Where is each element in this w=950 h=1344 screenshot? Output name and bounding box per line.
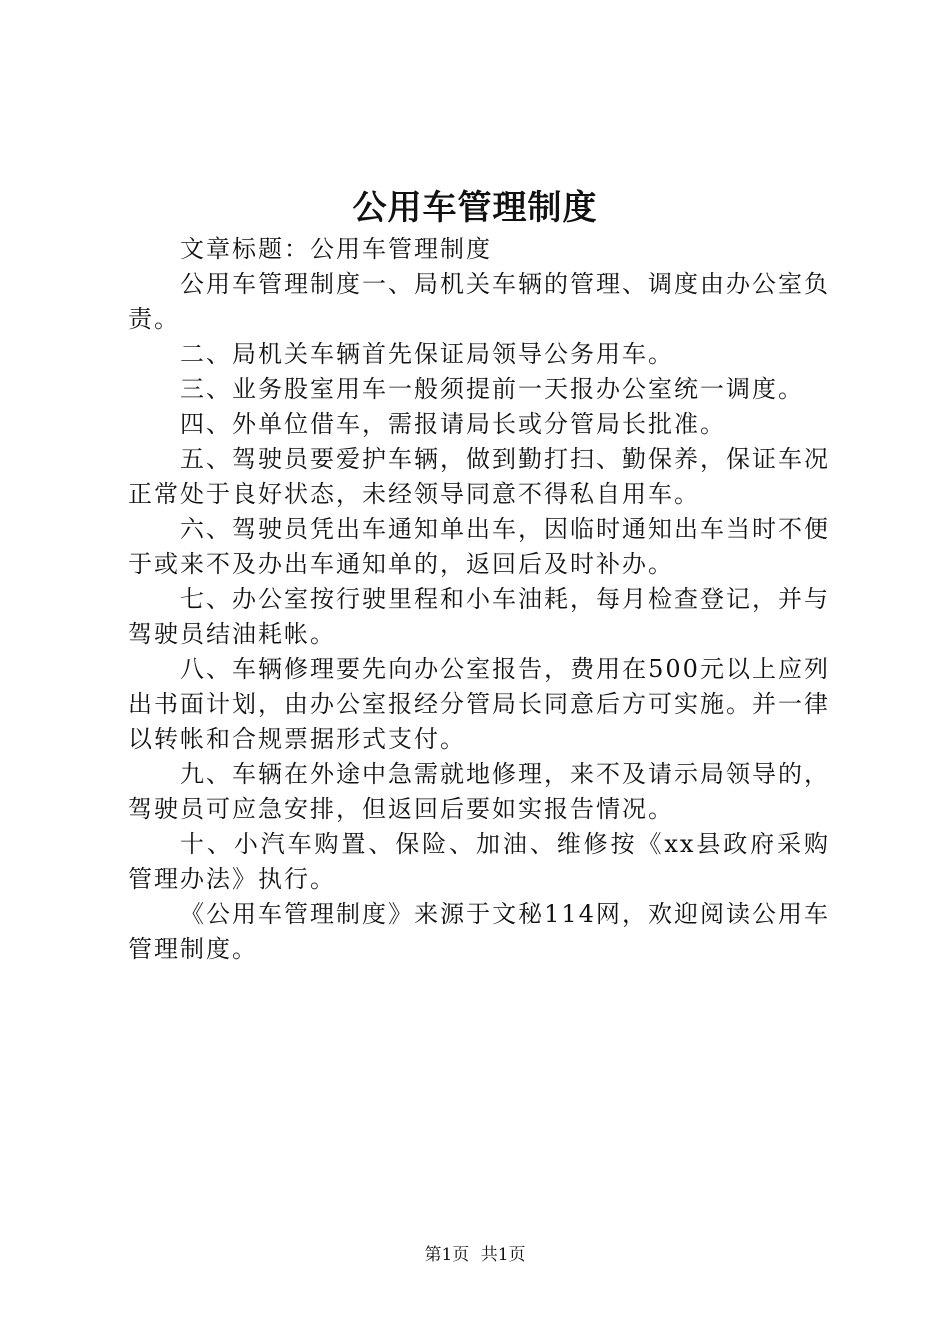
document-body xyxy=(128,232,830,967)
paragraph-rule-2: 二、局机关车辆首先保证局领导公务用车。 xyxy=(180,340,674,368)
paragraph-rule-10: 十、小汽车购置、保险、加油、维修按《xx县政府采购管理办法》执行。 xyxy=(128,830,830,893)
paragraph-article-title: 文章标题：公用车管理制度 xyxy=(180,235,492,263)
paragraph-rule-9: 九、车辆在外途中急需就地修理，来不及请示局领导的，驾驶员可应急安排，但返回后要如实报告情况。 xyxy=(128,760,830,823)
paragraph-rule-7: 七、办公室按行驶里程和小车油耗，每月检查登记，并与驾驶员结油耗帐。 xyxy=(128,585,830,648)
paragraph-rule-6: 六、驾驶员凭出车通知单出车，因临时通知出车当时不便于或来不及办出车通知单的，返回后及时补办。 xyxy=(128,515,830,578)
paragraph-rule-3: 三、业务股室用车一般须提前一天报办公室统一调度。 xyxy=(180,375,804,403)
paragraph-rule-4: 四、外单位借车，需报请局长或分管局长批准。 xyxy=(180,410,726,438)
page-title: 公用车管理制度 xyxy=(352,188,598,228)
paragraph-rule-1: 公用车管理制度一、局机关车辆的管理、调度由办公室负责。 xyxy=(128,270,830,333)
page-footer xyxy=(0,1243,950,1267)
page-number: 第1页 xyxy=(424,1245,470,1265)
paragraph-rule-8: 八、车辆修理要先向办公室报告，费用在500元以上应列出书面计划，由办公室报经分管局长同意后方可实施。并一律以转帐和合规票据形式支付。 xyxy=(128,655,830,753)
paragraph-rule-5: 五、驾驶员要爱护车辆，做到勤打扫、勤保养，保证车况正常处于良好状态，未经领导同意不得私自用车。 xyxy=(128,445,830,508)
page-total: 共1页 xyxy=(480,1245,526,1265)
paragraph-source-note: 《公用车管理制度》来源于文秘114网，欢迎阅读公用车管理制度。 xyxy=(128,900,830,963)
